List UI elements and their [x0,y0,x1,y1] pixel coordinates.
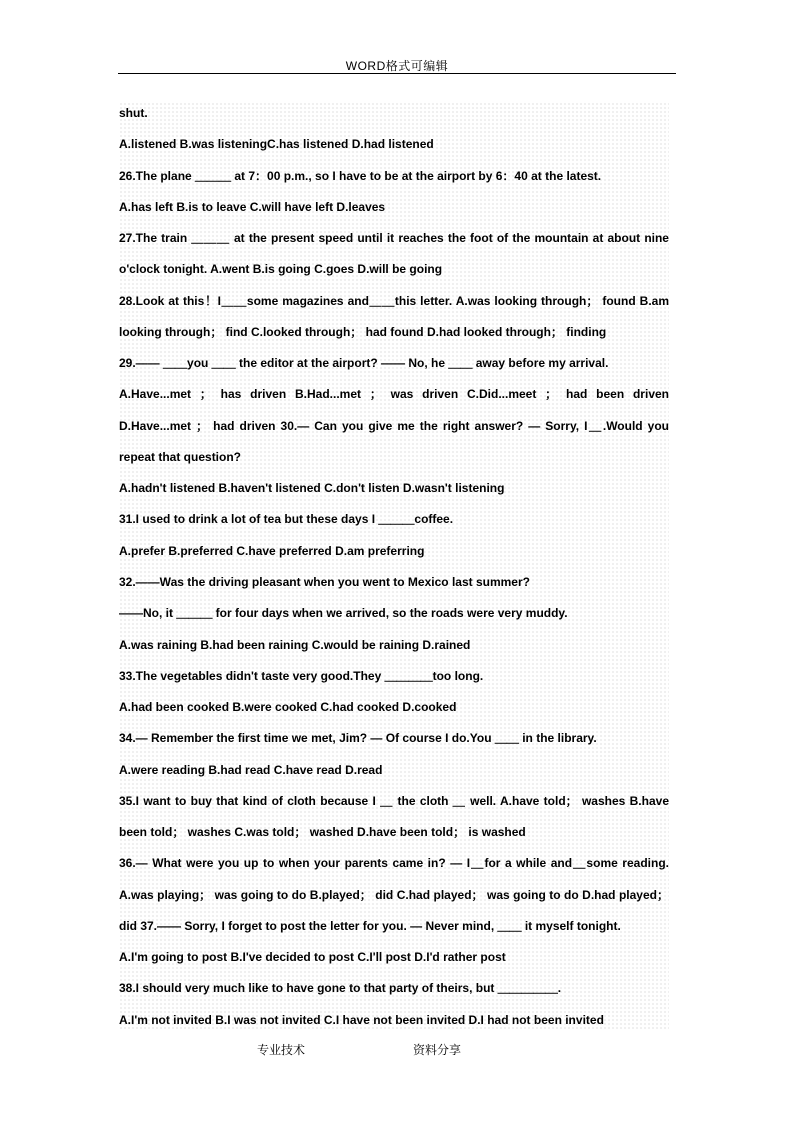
text-line: 34.— Remember the first time we met, Jim? — Of course I do.You ＿＿ in the library. [119,731,597,746]
text-line: A.were reading B.had read C.have read D.read [119,762,383,777]
text-line: 35.I want to buy that kind of cloth because I ＿ the cloth ＿ well. A.have told； washes B.have [119,793,669,808]
text-line: A.I'm going to post B.I've decided to post C.I'll post D.I'd rather post [119,950,506,965]
text-line: 36.— What were you up to when your parents came in? — I＿for a while and＿some reading. [119,856,669,871]
page-header-title: WORD格式可编辑 [345,59,449,73]
text-line: did 37.—— Sorry, I forget to post the letter for you. — Never mind, ＿＿ it myself tonight. [119,918,621,933]
text-line: o'clock tonight. A.went B.is going C.goes D.will be going [119,262,443,277]
text-line: A.Have...met ； has driven B.Had...met ； was driven C.Did...meet ； had been driven [119,387,669,402]
text-line: 31.I used to drink a lot of tea but these days I ＿＿＿coffee. [119,512,454,527]
text-line: A.listened B.was listeningC.has listened D.had listened [119,137,434,152]
footer-right-text: 资料分享 [413,1043,462,1057]
text-line: 32.——Was the driving pleasant when you went to Mexico last summer? [119,574,530,589]
text-line: A.prefer B.preferred C.have preferred D.am preferring [119,543,425,558]
text-line: D.Have...met ； had driven 30.— Can you give me the right answer? — Sorry, I＿.Would you [119,418,669,433]
text-line: A.I'm not invited B.I was not invited C.I have not been invited D.I had not been invited [119,1012,604,1027]
text-line: A.was playing； was going to do B.played； did C.had played； was going to do D.had played； [119,887,669,902]
text-line: A.hadn't listened B.haven't listened C.don't listen D.wasn't listening [119,481,505,496]
text-line: shut. [119,106,148,120]
text-line: 26.The plane ＿＿＿ at 7：00 p.m., so I have to be at the airport by 6：40 at the latest. [119,168,602,183]
text-line: been told； washes C.was told； washed D.have been told； is washed [119,825,526,840]
footer-left-text: 专业技术 [257,1043,306,1057]
text-line: 38.I should very much like to have gone to that party of theirs, but ＿＿＿＿＿. [119,981,562,996]
text-line: A.was raining B.had been raining C.would be raining D.rained [119,637,471,652]
text-line: 33.The vegetables didn't taste very good.They ＿＿＿＿too long. [119,668,484,683]
header-divider [118,73,676,74]
text-line: A.had been cooked B.were cooked C.had cooked D.cooked [119,700,457,715]
text-line: 27.The train ＿＿＿ at the present speed until it reaches the foot of the mountain at about nine [119,231,669,246]
text-line: A.has left B.is to leave C.will have left D.leaves [119,199,386,214]
text-line: repeat that question? [119,449,242,464]
document-body [119,102,669,1030]
text-line: 28.Look at this！I＿＿some magazines and＿＿this letter. A.was looking through； found B.am [119,293,669,308]
text-line: looking through； find C.looked through； had found D.had looked through； finding [119,324,607,339]
text-line: 29.—— ＿＿you ＿＿ the editor at the airport? —— No, he ＿＿ away before my arrival. [119,356,609,371]
text-line: ——No, it ＿＿＿ for four days when we arrived, so the roads were very muddy. [119,606,568,621]
